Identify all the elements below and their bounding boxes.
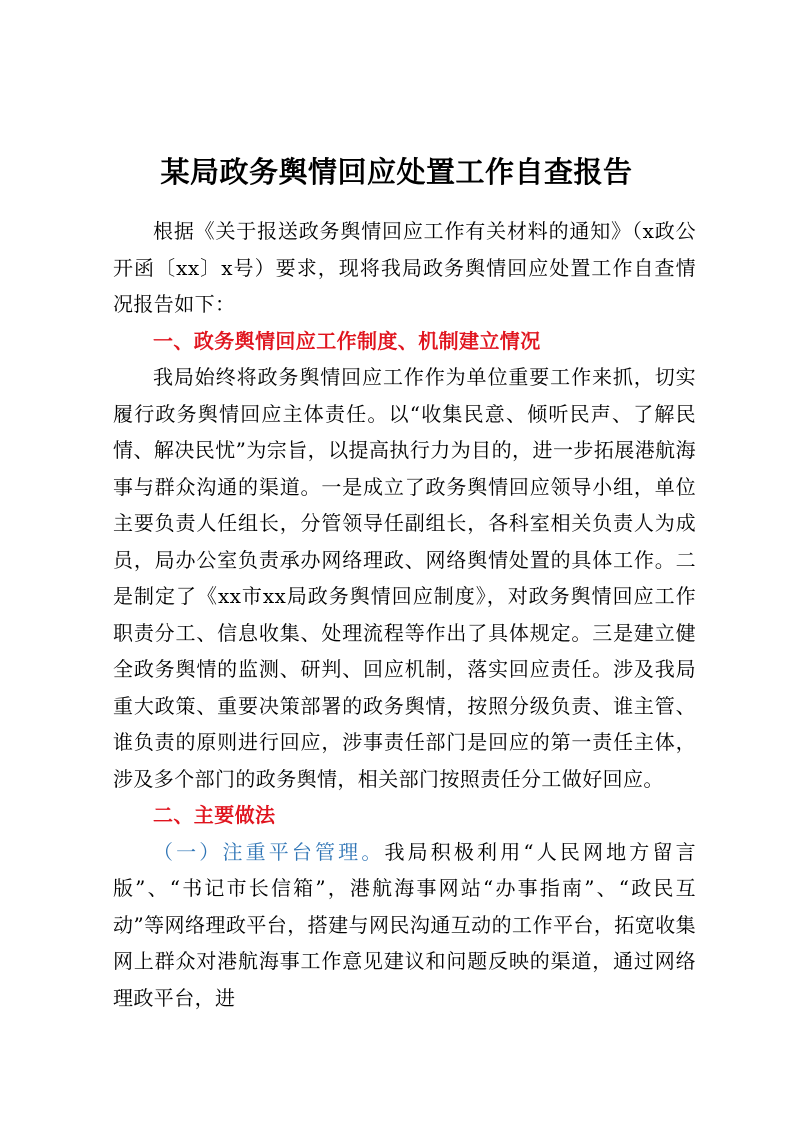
document-body [113,213,696,1016]
subsection-1-text: 我局积极利用“人民网地方留言版”、“书记市长信箱”，港航海事网站“办事指南”、“政民互动”等网络理政平台，搭建与网民沟通互动的工作平台，拓宽收集网上群众对港航海事工作意见建议和问题反映的渠道，通过网络理政平台，进 [113,839,696,1010]
intro-paragraph: 根据《关于报送政务舆情回应工作有关材料的通知》（x政公开函〔xx〕x号）要求，现将我局政务舆情回应处置工作自查情况报告如下： [113,219,696,316]
section-2-heading: 二、主要做法 [153,803,276,827]
document-title: 某局政务舆情回应处置工作自查报告 [160,155,633,189]
section-1-paragraph: 我局始终将政务舆情回应工作作为单位重要工作来抓，切实履行政务舆情回应主体责任。以“收集民意、倾听民声、了解民情、解决民忧”为宗旨，以提高执行力为目的，进一步拓展港航海事与群众沟通的渠道。一是成立了政务舆情回应领导小组，单位主要负责人任组长，分管领导任副组长，各科室相关负责人为成员，局办公室负责承办网络理政、网络舆情处置的具体工作。二是制定了《xx市xx局政务舆情回应制度》，对政务舆情回应工作职责分工、信息收集、处理流程等作出了具体规定。三是建立健全政务舆情的监测、研判、回应机制，落实回应责任。涉及我局重大政策、重要决策部署的政务舆情，按照分级负责、谁主管、谁负责的原则进行回应，涉事责任部门是回应的第一责任主体，涉及多个部门的政务舆情，相关部门按照责任分工做好回应。 [113,365,696,791]
subsection-1-paragraph [113,834,696,1017]
section-1-heading: 一、政务舆情回应工作制度、机制建立情况 [153,328,541,353]
subsection-1-heading: （一）注重平台管理。 [153,839,385,864]
